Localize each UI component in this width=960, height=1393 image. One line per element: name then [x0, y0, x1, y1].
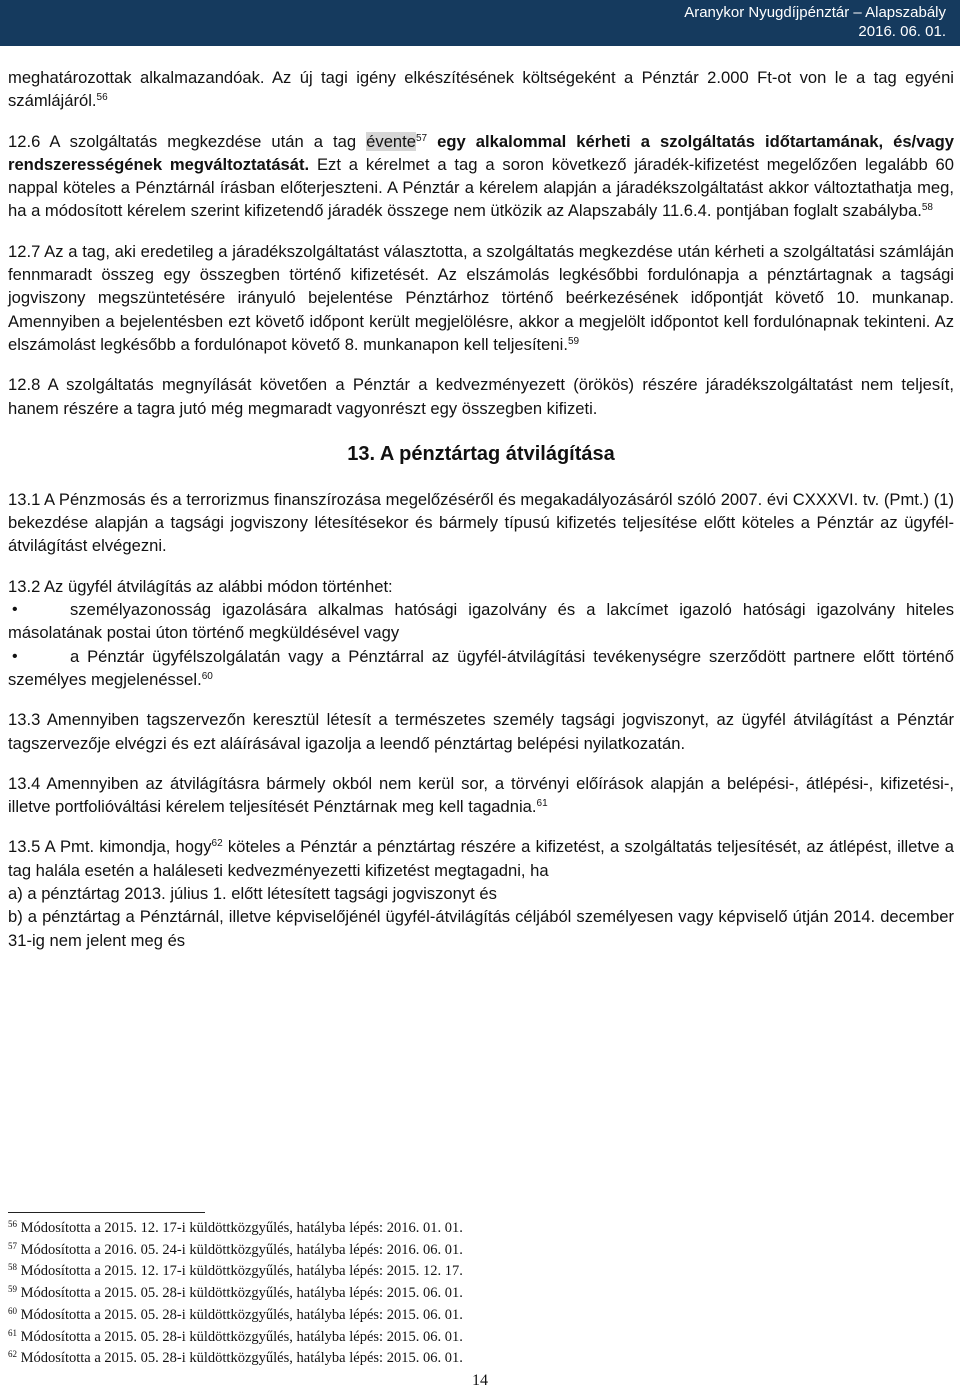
paragraph-13-5-item-b: b) a pénztártag a Pénztárnál, illetve képviselőjénél ügyfél-átvilágítás céljából személyesen vagy képviselő útján 2014. december 31-ig nem jelent meg és — [8, 907, 954, 950]
footnote-number: 60 — [8, 1305, 17, 1316]
header-title: Aranykor Nyugdíjpénztár – Alapszabály — [684, 4, 946, 21]
paragraph-12-6 — [8, 130, 954, 223]
footnote-text: Módosította a 2015. 12. 17-i küldöttközgyűlés, hatályba lépés: 2016. 01. 01. — [20, 1220, 463, 1236]
paragraph-text: meghatározottak alkalmazandóak. Az új tagi igény elkészítésének költségeként a Pénztár 2.000 Ft-ot von le a tag egyéni számlájáról. — [8, 68, 954, 111]
footnote-text: Módosította a 2015. 05. 28-i küldöttközgyűlés, hatályba lépés: 2015. 06. 01. — [20, 1328, 463, 1345]
paragraph-12-7 — [8, 240, 954, 356]
footnote-item — [8, 1261, 608, 1283]
footnote-number: 61 — [8, 1327, 17, 1338]
section-heading: 13. A pénztártag átvilágítása — [347, 442, 615, 465]
list-item — [8, 598, 954, 645]
footnote-item — [8, 1348, 608, 1370]
footnote-number: 62 — [8, 1349, 17, 1360]
paragraph-text: 12.7 Az a tag, aki eredetileg a járadékszolgáltatást választotta, a szolgáltatás megkezdése után kérheti a szolgáltatási számláján fennmaradt összeg egy összegben történő kifizetését. Az elszámolás legkésőbbi fordulónapja a pénztártagnak a tagsági jogviszony megszüntetésére irányuló bejelentése Pénztárhoz történő beérkezésének időpontját követő 10. munkanap. Amennyiben a bejelentésben ezt követő időpont került megjelölésre, akkor a megjelölt időpontot kell fordulónapnak tekinteni. Az elszámolást legkésőbb a fordulónapot követő 8. munkanapon kell teljesíteni. — [8, 241, 954, 354]
page-body — [8, 66, 954, 952]
highlighted-word: évente — [366, 131, 416, 151]
list-item-text: személyazonosság igazolására alkalmas hatósági igazolvány és a lakcímet igazoló hatósági igazolvány hiteles másolatának postai úton történő megküldésével vagy — [8, 600, 954, 643]
footnote-number: 56 — [8, 1219, 17, 1229]
footnote-ref[interactable]: 61 — [536, 798, 548, 810]
document-header — [0, 0, 960, 46]
list-item — [8, 645, 954, 692]
paragraph-13-2-intro: 13.2 Az ügyfél átvilágítás az alábbi módon történhet: — [8, 576, 393, 596]
paragraph-13-3 — [8, 708, 954, 755]
bullet-icon: • — [12, 647, 18, 665]
paragraph-text: Ezt a kérelmet a tag a soron következő járadék-kifizetést megelőzően legalább 60 nappal köteles a Pénztárnál írásban előterjeszteni. A Pénztár a kérelem alapján a járadékszolgáltatást akkor változtathatja meg, ha a módosított kérelem szerint kifizetendő járadék összege nem ütközik az Alapszabály 11.6.4. pontjában foglalt szabályba. — [8, 154, 954, 221]
footnote-item — [8, 1240, 608, 1262]
paragraph-text: 12.8 A szolgáltatás megnyílását követően a Pénztár a kedvezményezett (örökös) részére járadékszolgáltatást nem teljesít, hanem részére a tagra jutó még megmaradt vagyonrészt egy összegben kifizeti. — [8, 375, 954, 418]
paragraph-13-5 — [8, 835, 954, 882]
paragraph-13-5-item-a: a) a pénztártag 2013. július 1. előtt létesített tagsági jogviszonyt és — [8, 884, 497, 904]
footnote-item — [8, 1305, 608, 1327]
footnote-number: 58 — [8, 1262, 17, 1273]
list-item-text: a Pénztár ügyfélszolgálatán vagy a Pénztárral az ügyfél-átvilágítási tevékenységre szerződött partnere előtt történő személyes megjelenéssel. — [8, 646, 954, 689]
footnote-number: 59 — [8, 1284, 17, 1295]
footnote-ref[interactable]: 60 — [201, 670, 213, 682]
paragraph-text: köteles a Pénztár a pénztártag részére a kifizetést, a szolgáltatás teljesítését, az átlépést, illetve a tag halála esetén a haláleseti kedvezményezetti kifizetést megtagadni, ha — [8, 837, 954, 880]
footnote-divider — [8, 1212, 205, 1213]
footnote-ref[interactable]: 62 — [211, 838, 223, 850]
paragraph-13-4 — [8, 772, 954, 819]
paragraph-text: 13.1 A Pénzmosás és a terrorizmus finanszírozása megelőzéséről és megakadályozásáról szóló 2007. évi CXXXVI. tv. (Pmt.) (1) bekezdése alapján a tagsági jogviszony létesítésekor és bármely típusú kifizetés teljesítése előtt köteles a Pénztár az ügyfél-átvilágítást elvégezni. — [8, 489, 954, 556]
paragraph-continuation — [8, 66, 954, 113]
paragraph-text: 12.6 A szolgáltatás megkezdése után a tag — [8, 131, 367, 151]
footnote-ref[interactable]: 57 — [416, 132, 428, 144]
footnote-text: Módosította a 2015. 05. 28-i küldöttközgyűlés, hatályba lépés: 2015. 06. 01. — [20, 1285, 463, 1302]
footnote-number: 57 — [8, 1240, 17, 1251]
footnote-item — [8, 1283, 608, 1305]
bullet-list — [8, 598, 954, 691]
paragraph-text: 13.4 Amennyiben az átvilágításra bármely okból nem kerül sor, a törvényi előírások alapján a belépési-, átlépési-, kifizetési-, illetve portfolióváltási kérelem teljesítését Pénztárnak meg kell tagadnia. — [8, 773, 954, 817]
footnotes — [8, 1212, 608, 1370]
footnote-text: Módosította a 2016. 05. 24-i küldöttközgyűlés, hatályba lépés: 2016. 06. 01. — [20, 1241, 463, 1258]
bold-text: egy alkalommal kérheti a szolgáltatás időtartamának, és/vagy rendszerességének megváltoztatását. — [8, 131, 954, 174]
bullet-icon: • — [12, 601, 18, 619]
footnote-text: Módosította a 2015. 05. 28-i küldöttközgyűlés, hatályba lépés: 2015. 06. 01. — [20, 1306, 463, 1323]
paragraph-12-8 — [8, 373, 954, 420]
paragraph-text: 13.3 Amennyiben tagszervezőn keresztül létesít a természetes személy tagsági jogviszonyt, az ügyfél átvilágítást a Pénztár tagszervezője elvégzi és ezt aláírásával igazolja a leendő pénztártag belépési nyilatkozatán. — [8, 710, 954, 753]
footnote-text: Módosította a 2015. 05. 28-i küldöttközgyűlés, hatályba lépés: 2015. 06. 01. — [20, 1350, 463, 1367]
paragraph-text: 13.5 A Pmt. kimondja, hogy — [8, 837, 212, 857]
footnote-text: Módosította a 2015. 12. 17-i küldöttközgyűlés, hatályba lépés: 2015. 12. 17. — [20, 1263, 463, 1280]
paragraph-13-1 — [8, 488, 954, 558]
footnote-item — [8, 1218, 608, 1240]
footnote-ref[interactable]: 56 — [96, 92, 108, 104]
footnote-ref[interactable]: 58 — [921, 202, 933, 214]
page-number: 14 — [472, 1372, 488, 1389]
footnote-ref[interactable]: 59 — [567, 335, 580, 347]
header-date: 2016. 06. 01. — [858, 23, 946, 40]
footnote-item — [8, 1327, 608, 1349]
